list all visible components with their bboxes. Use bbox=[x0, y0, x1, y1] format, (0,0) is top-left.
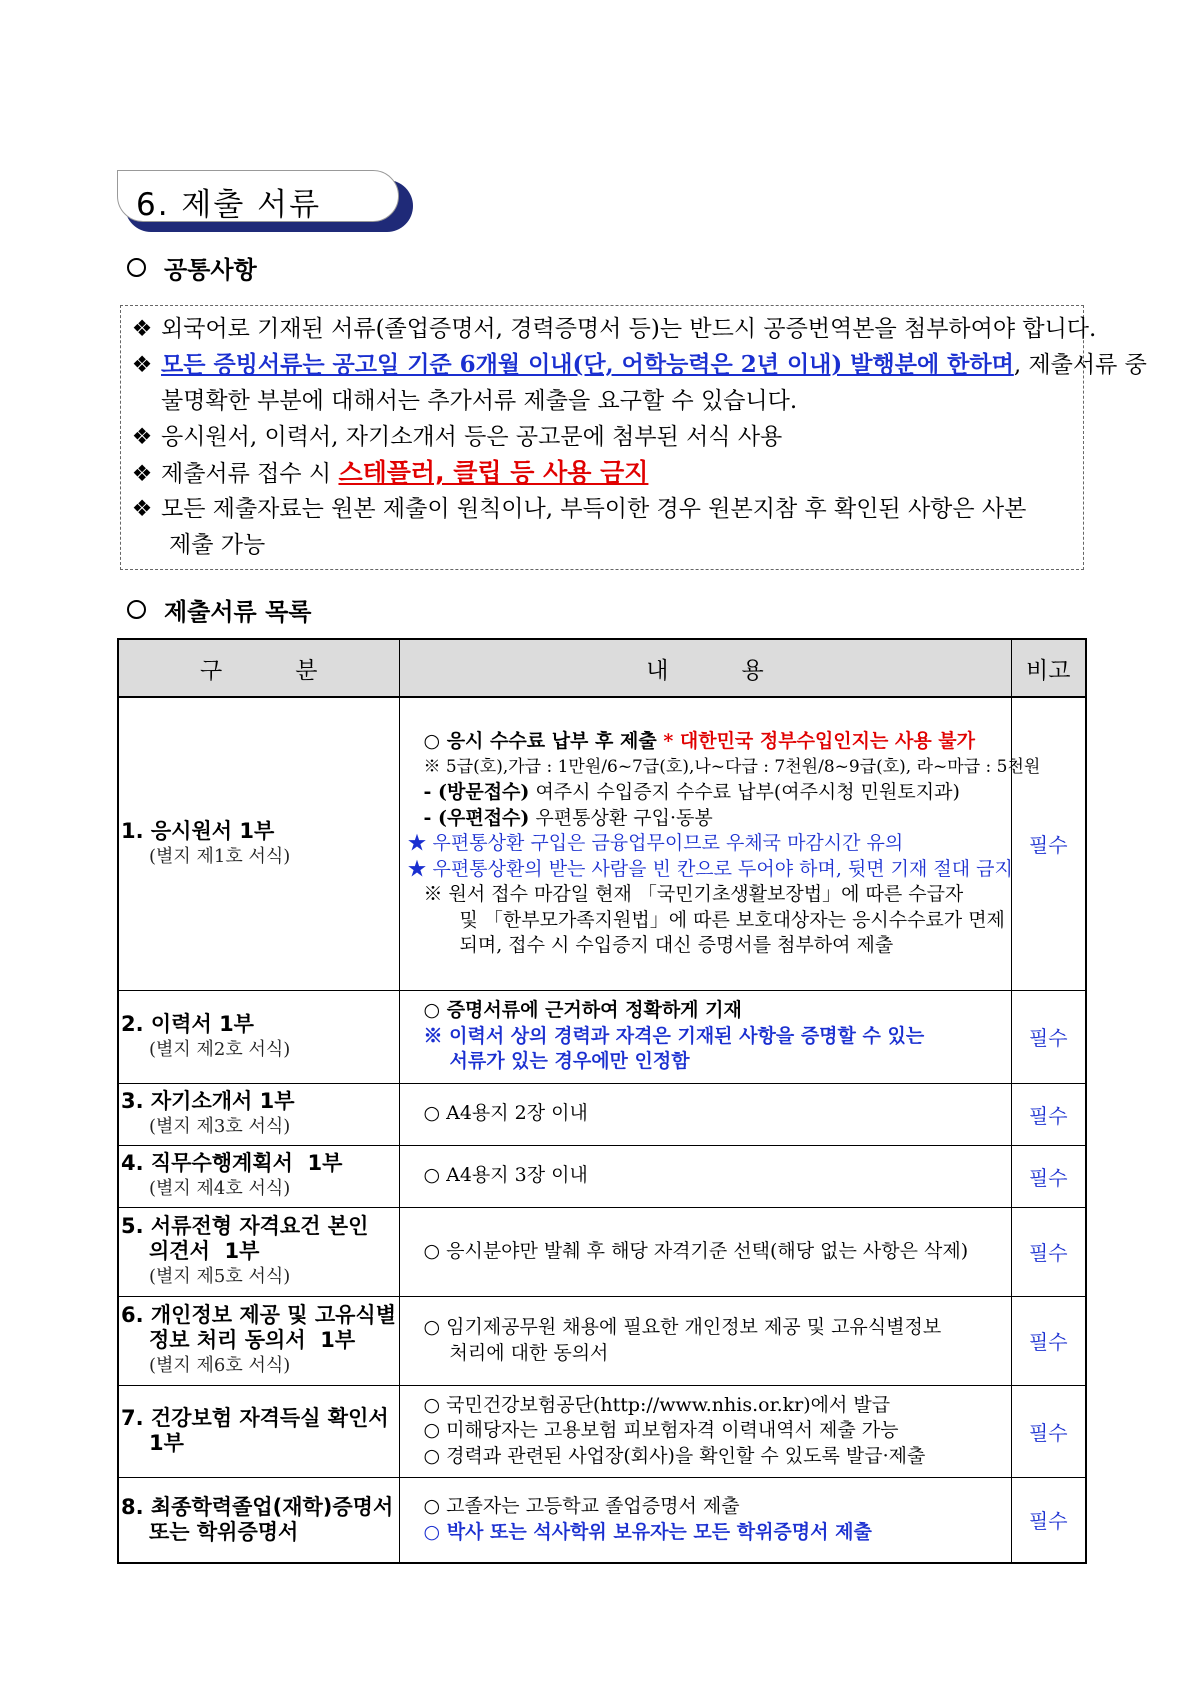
header-note: 비고 bbox=[1011, 639, 1086, 697]
list-heading bbox=[127, 592, 311, 627]
content-cell: ○ 고졸자는 고등학교 졸업증명서 제출 ○ 박사 또는 석사학위 보유자는 모든 학위증명서 제출 bbox=[399, 1477, 1011, 1563]
diamond-bullet-icon: ❖ bbox=[131, 496, 153, 522]
common-item-1: ❖ 외국어로 기재된 서류(졸업증명서, 경력증명서 등)는 반드시 공증번역본을 첨부하여야 합니다. bbox=[131, 316, 1097, 342]
category-cell: 7. 건강보험 자격득실 확인서 1부 bbox=[118, 1385, 399, 1477]
table-row bbox=[118, 1083, 1086, 1145]
note-cell: 필수 bbox=[1011, 697, 1086, 990]
circle-bullet-icon bbox=[127, 600, 146, 619]
diamond-bullet-icon: ❖ bbox=[131, 316, 153, 342]
table-row bbox=[118, 1296, 1086, 1385]
category-cell: 3. 자기소개서 1부 (별지 제3호 서식) bbox=[118, 1083, 399, 1145]
common-heading bbox=[127, 250, 257, 285]
common-item-5-cont: 제출 가능 bbox=[169, 532, 266, 558]
table-row bbox=[118, 697, 1086, 990]
circle-bullet-icon bbox=[127, 258, 146, 277]
note-cell: 필수 bbox=[1011, 990, 1086, 1083]
content-cell: ○ 임기제공무원 채용에 필요한 개인정보 제공 및 고유식별정보 처리에 대한 동의서 bbox=[399, 1296, 1011, 1385]
section-header bbox=[117, 170, 407, 228]
common-item-2-cont: 불명확한 부분에 대해서는 추가서류 제출을 요구할 수 있습니다. bbox=[161, 388, 798, 414]
common-item-4: ❖ 제출서류 접수 시 스테플러, 클립 등 사용 금지 bbox=[131, 458, 649, 487]
category-cell: 5. 서류전형 자격요건 본인 의견서 1부 (별지 제5호 서식) bbox=[118, 1207, 399, 1296]
note-cell: 필수 bbox=[1011, 1385, 1086, 1477]
common-item-2-highlight: 모든 증빙서류는 공고일 기준 6개월 이내(단, 어학능력은 2년 이내) 발행분에 한하며 bbox=[161, 351, 1014, 378]
content-cell: ○ A4용지 3장 이내 bbox=[399, 1145, 1011, 1207]
content-cell: ○ A4용지 2장 이내 bbox=[399, 1083, 1011, 1145]
common-notes-box bbox=[120, 305, 1147, 570]
category-cell: 8. 최종학력졸업(재학)증명서 또는 학위증명서 bbox=[118, 1477, 399, 1563]
category-cell: 6. 개인정보 제공 및 고유식별 정보 처리 동의서 1부 (별지 제6호 서식) bbox=[118, 1296, 399, 1385]
table-row bbox=[118, 990, 1086, 1083]
diamond-bullet-icon: ❖ bbox=[131, 424, 153, 450]
table-row bbox=[118, 1477, 1086, 1563]
header-category: 구 분 bbox=[118, 639, 399, 697]
common-item-3: ❖ 응시원서, 이력서, 자기소개서 등은 공고문에 첨부된 서식 사용 bbox=[131, 424, 783, 450]
note-cell: 필수 bbox=[1011, 1207, 1086, 1296]
diamond-bullet-icon: ❖ bbox=[131, 461, 153, 487]
common-item-2: ❖ 모든 증빙서류는 공고일 기준 6개월 이내(단, 어학능력은 2년 이내) 발행분에 한하며, 제출서류 중 bbox=[131, 351, 1147, 378]
table-header-row bbox=[118, 639, 1086, 697]
category-cell: 1. 응시원서 1부 (별지 제1호 서식) bbox=[118, 697, 399, 990]
table-row bbox=[118, 1385, 1086, 1477]
common-heading-text: 공통사항 bbox=[164, 256, 257, 284]
section-title: 6. 제출 서류 bbox=[136, 187, 322, 223]
common-item-4-highlight: 스테플러, 클립 등 사용 금지 bbox=[338, 458, 649, 487]
table-row bbox=[118, 1145, 1086, 1207]
note-cell: 필수 bbox=[1011, 1083, 1086, 1145]
table-row bbox=[118, 1207, 1086, 1296]
category-cell: 4. 직무수행계획서 1부 (별지 제4호 서식) bbox=[118, 1145, 399, 1207]
documents-table bbox=[117, 638, 1087, 1564]
content-cell: ○ 응시 수수료 납부 후 제출 * 대한민국 정부수입인지는 사용 불가 ※ 5급(호),가급 : 1만원/6~7급(호),나~다급 : 7천원/8~9급(호), 라~마급 : 5천원 - (방문접수) 여주시 수입증지 수수료 납부(여주시청 민원토지과) - (우편접수) 우편통상환 구입·동봉 ★ 우편통상환 구입은 금융업무이므로 우체국 마감시간 유의 ★ 우편통상환의 받는 사람을 빈 칸으로 두어야 하며, 뒷면 기재 절대 금지 ※ 원서 접수 마감일 현재 「국민기초생활보장법」에 따른 수급자 및 「한부모가족지원법」에 따른 보호대상자는 응시수수료가 면제 되며, 접수 시 수입증지 대신 증명서를 첨부하여 제출 bbox=[399, 697, 1011, 990]
note-cell: 필수 bbox=[1011, 1296, 1086, 1385]
content-cell: ○ 증명서류에 근거하여 정확하게 기재 ※ 이력서 상의 경력과 자격은 기재된 사항을 증명할 수 있는 서류가 있는 경우에만 인정함 bbox=[399, 990, 1011, 1083]
note-cell: 필수 bbox=[1011, 1477, 1086, 1563]
content-cell: ○ 응시분야만 발췌 후 해당 자격기준 선택(해당 없는 사항은 삭제) bbox=[399, 1207, 1011, 1296]
category-cell: 2. 이력서 1부 (별지 제2호 서식) bbox=[118, 990, 399, 1083]
section-header-box bbox=[117, 170, 399, 222]
header-content: 내 용 bbox=[399, 639, 1011, 697]
content-cell: ○ 국민건강보험공단(http://www.nhis.or.kr)에서 발급 ○ 미해당자는 고용보험 피보험자격 이력내역서 제출 가능 ○ 경력과 관련된 사업장(회사)을 확인할 수 있도록 발급·제출 bbox=[399, 1385, 1011, 1477]
diamond-bullet-icon: ❖ bbox=[131, 352, 153, 378]
list-heading-text: 제출서류 목록 bbox=[164, 598, 312, 626]
common-item-5: ❖ 모든 제출자료는 원본 제출이 원칙이나, 부득이한 경우 원본지참 후 확인된 사항은 사본 bbox=[131, 496, 1027, 522]
note-cell: 필수 bbox=[1011, 1145, 1086, 1207]
